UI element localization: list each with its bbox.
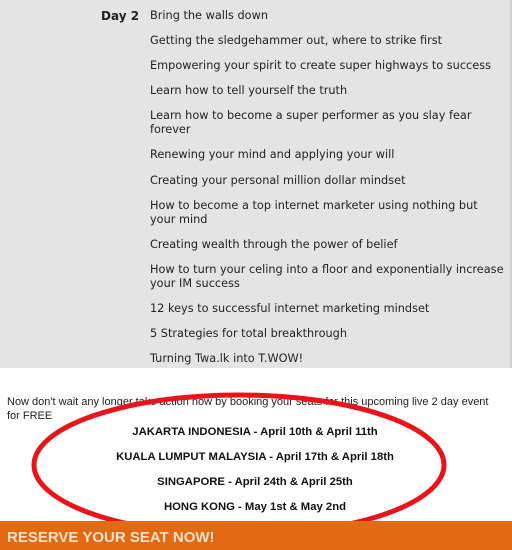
topic-item: Bring the walls down [150,9,268,22]
day-label: Day 2 [101,9,140,23]
event-list [60,425,450,525]
topic-item: How to become a top internet marketer using nothing but your mind [150,198,478,226]
event-singapore: SINGAPORE - April 24th & April 25th [157,476,353,488]
topic-item: How to turn your celing into a floor and exponentially increase your IM success [150,262,504,290]
topic-item: Turning Twa.lk into T.WOW! [150,352,304,366]
topic-item: Learn how to become a super performer as you slay fear forever [150,109,472,137]
event-jakarta: JAKARTA INDONESIA - April 10th & April 11th [132,426,378,438]
topic-item: Getting the sledgehammer out, where to strike first [150,34,443,48]
topic-item: Creating wealth through the power of belief [150,237,398,251]
event-kuala-lumpur: KUALA LUMPUT MALAYSIA - April 17th & April 18th [116,451,394,463]
call-to-action-text: Now don't wait any longer take action now by booking your seats for this upcoming live 2 day event for FREE [7,396,489,422]
reserve-bar [0,521,512,550]
topic-item: 5 Strategies for total breakthrough [150,327,347,341]
topic-item: Creating your personal million dollar mindset [150,173,406,187]
topic-item: 12 keys to successful internet marketing mindset [150,301,430,315]
reserve-seat-button[interactable]: RESERVE YOUR SEAT NOW! [7,529,215,546]
event-hong-kong: HONG KONG - May 1st & May 2nd [163,501,347,513]
topic-item: Empowering your spirit to create super highways to success [150,59,491,73]
topic-item: Renewing your mind and applying your will [150,148,395,162]
topic-list [150,9,506,377]
topic-item: Learn how to tell yourself the truth [150,84,348,98]
